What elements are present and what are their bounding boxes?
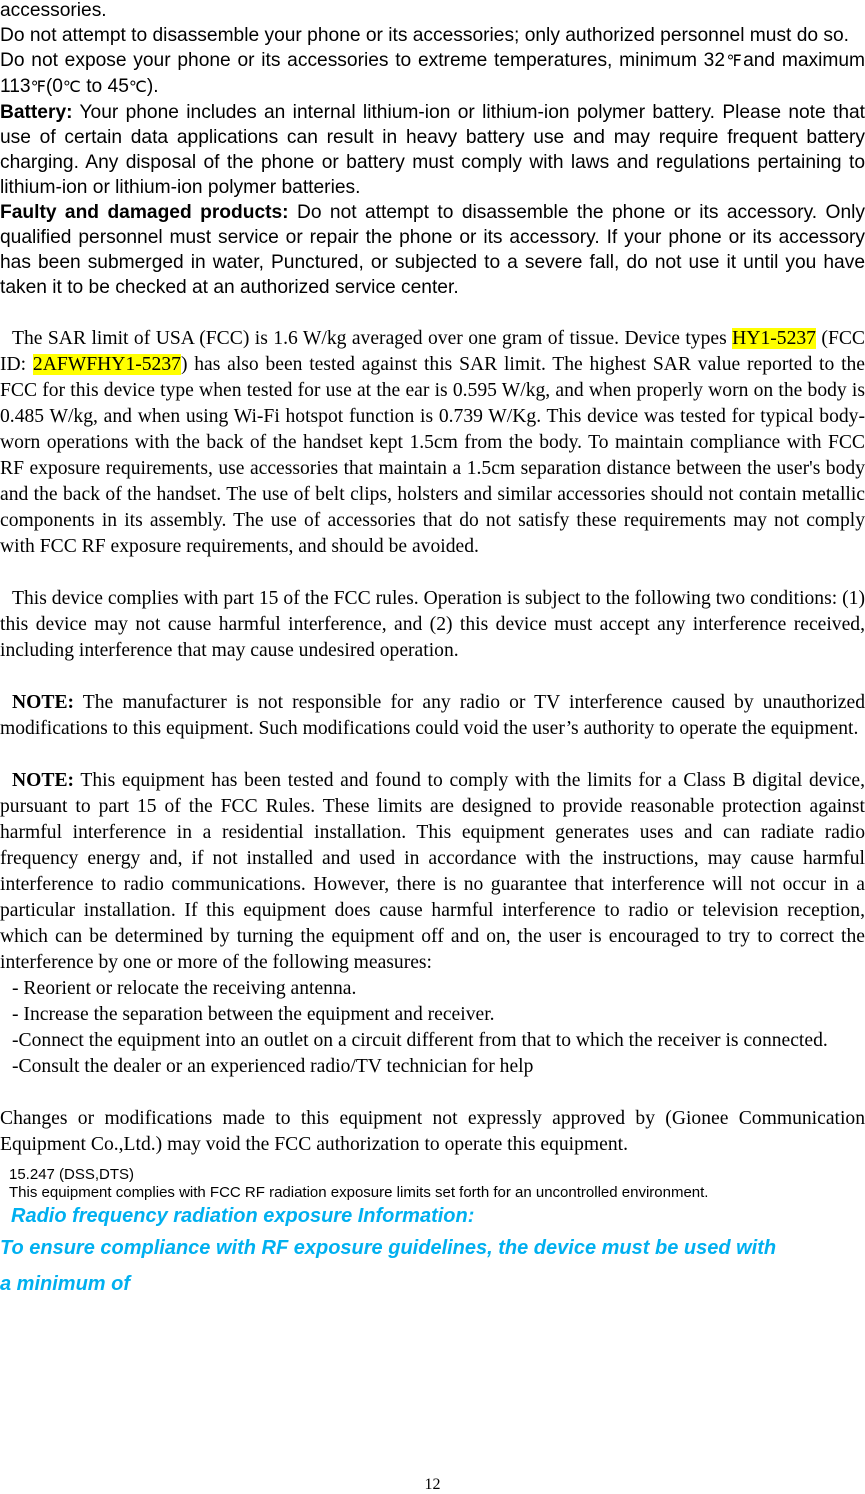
battery-label: Battery:	[0, 102, 73, 123]
rf-heading: Radio frequency radiation exposure Information:	[11, 1205, 475, 1227]
measure-item: - Reorient or relocate the receiving antenna.	[12, 978, 357, 999]
measure-item: -Connect the equipment into an outlet on a circuit different from that to which the receiver is connected.	[12, 1030, 828, 1051]
rf-section	[0, 1166, 865, 1202]
safety-section	[0, 0, 865, 300]
part15-paragraph: This device complies with part 15 of the FCC rules. Operation is subject to the following two conditions: (1) this device may not cause harmful interference, and (2) this device must accept any interference received, including interference that may cause undesired operation.	[0, 588, 865, 661]
changes-paragraph: Changes or modifications made to this equipment not expressly approved by (Gionee Communication Equipment Co.,Ltd.) may void the FCC authorization to operate this equipment.	[0, 1108, 865, 1155]
sar-paragraph: The SAR limit of USA (FCC) is 1.6 W/kg averaged over one gram of tissue. Device types HY1-5237 (FCC ID: 2AFWFHY1-5237) has also been tested against this SAR limit. The highest SAR value reported to the FCC for this device type when tested for use at the ear is 0.595 W/kg, and when properly worn on the body is 0.485 W/kg, and when using Wi-Fi hotspot function is 0.739 W/Kg. This device was tested for typical body-worn operations with the back of the handset kept 1.5cm from the body. To maintain compliance with FCC RF exposure requirements, use accessories that maintain a 1.5cm separation distance between the user's body and the back of the handset. The use of belt clips, holsters and similar accessories should not contain metallic components in its assembly. The use of accessories that do not satisfy these requirements may not comply with FCC RF exposure requirements, and should be avoided.	[0, 328, 865, 557]
page-number: 12	[424, 1476, 441, 1493]
temperature-paragraph: Do not expose your phone or its accessories to extreme temperatures, minimum 32℉and maximum 113℉(0℃ to 45℃).	[0, 50, 865, 97]
note2-paragraph: NOTE: This equipment has been tested and found to comply with the limits for a Class B digital device, pursuant to part 15 of the FCC Rules. These limits are designed to provide reasonable protection against harmful interference in a residential installation. This equipment generates uses and can radiate radio frequency energy and, if not installed and used in accordance with the instructions, may cause harmful interference to radio communications. However, there is no guarantee that interference will not occur in a particular installation. If this equipment does cause harmful interference to radio or television reception, which can be determined by turning the equipment off and on, the user is encouraged to try to correct the interference by one or more of the following measures:	[0, 770, 865, 973]
measure-item: - Increase the separation between the equipment and receiver.	[12, 1004, 495, 1025]
fahrenheit-symbol: ℉	[725, 53, 744, 70]
note1-paragraph: NOTE: The manufacturer is not responsible for any radio or TV interference caused by unauthorized modifications to this equipment. Such modifications could void the user’s authority to operate the equipment.	[0, 692, 865, 739]
note2-label: NOTE:	[12, 770, 75, 791]
device-type-highlight: HY1-5237	[732, 328, 816, 349]
fahrenheit-symbol: ℉	[30, 79, 46, 96]
fcc-id-highlight: 2AFWFHY1-5237	[32, 354, 181, 375]
rule-reference: 15.247 (DSS,DTS)	[9, 1166, 135, 1183]
measure-item: -Consult the dealer or an experienced radio/TV technician for help	[12, 1056, 534, 1077]
note1-label: NOTE:	[12, 692, 75, 713]
battery-paragraph: Battery: Your phone includes an internal lithium-ion or lithium-ion polymer battery. Please note that use of certain data applications can result in heavy battery use and may require frequent battery charging. Any disposal of the phone or battery must comply with laws and regulations pertaining to lithium-ion or lithium-ion polymer batteries.	[0, 102, 865, 198]
rf-line-1: To ensure compliance with RF exposure guidelines, the device must be used with	[0, 1237, 777, 1259]
accessories-line: accessories.	[0, 0, 107, 21]
rule-text: This equipment complies with FCC RF radiation exposure limits set forth for an uncontrolled environment.	[9, 1184, 709, 1201]
faulty-label: Faulty and damaged products:	[0, 202, 289, 223]
faulty-paragraph: Faulty and damaged products: Do not attempt to disassemble the phone or its accessory. Only qualified personnel must service or repair the phone or its accessory. If your phone or its accessory has been submerged in water, Punctured, or subjected to a severe fall, do not use it until you have taken it to be checked at an authorized service center.	[0, 202, 865, 298]
rf-line-2: a minimum of	[0, 1273, 131, 1295]
celsius-symbol: ℃	[62, 79, 81, 96]
celsius-symbol: ℃	[128, 79, 147, 96]
disassemble-paragraph: Do not attempt to disassemble your phone or its accessories; only authorized personnel must do so.	[0, 25, 849, 46]
